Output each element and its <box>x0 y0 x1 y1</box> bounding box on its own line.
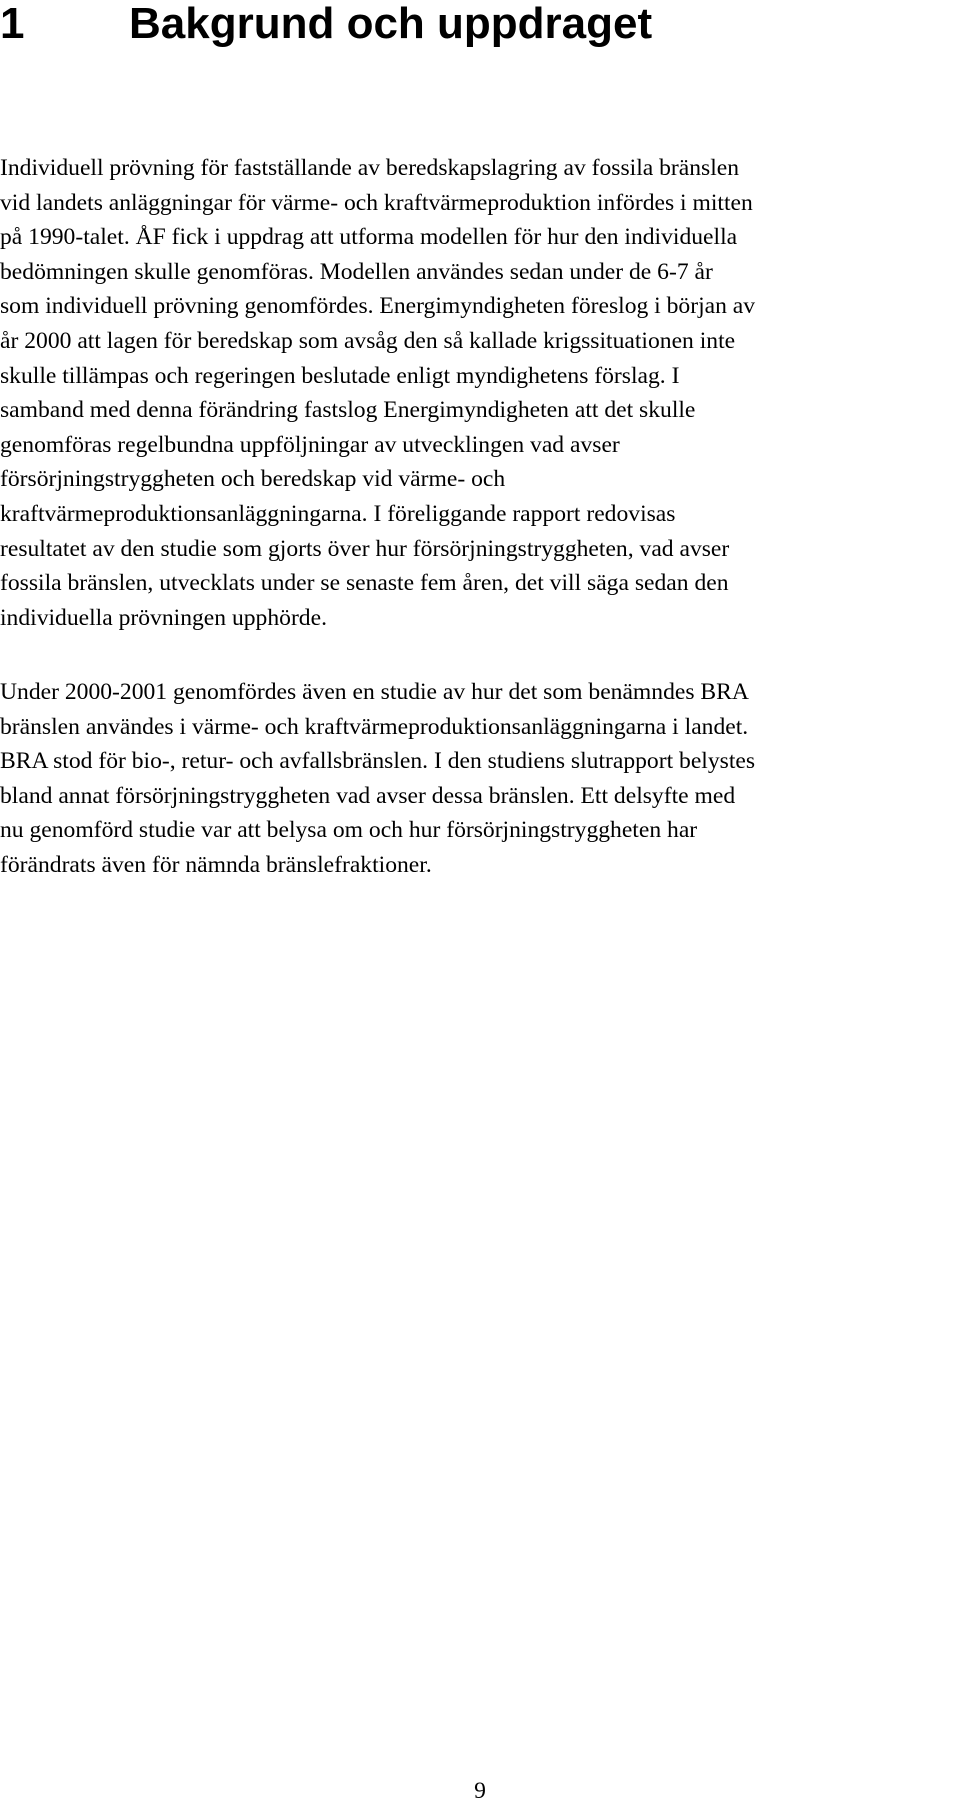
text-line: bedömningen skulle genomföras. Modellen användes sedan under de 6-7 år <box>0 258 713 285</box>
section-heading <box>0 0 652 48</box>
text-line: på 1990-talet. ÅF fick i uppdrag att utforma modellen för hur den individuella <box>0 224 738 251</box>
text-line: skulle tillämpas och regeringen beslutade enligt myndighetens förslag. I <box>0 362 680 389</box>
text-line: genomföras regelbundna uppföljningar av utvecklingen vad avser <box>0 431 620 458</box>
text-line: Under 2000-2001 genomfördes även en studie av hur det som benämndes BRA <box>0 679 749 705</box>
text-line: kraftvärmeproduktionsanläggningarna. I föreliggande rapport redovisas <box>0 500 676 527</box>
text-line: vid landets anläggningar för värme- och kraftvärmeproduktion infördes i mitten <box>0 189 753 216</box>
paragraph-background <box>0 151 960 635</box>
text-line: resultatet av den studie som gjorts över hur försörjningstryggheten, vad avser <box>0 535 730 562</box>
text-line: som individuell prövning genomfördes. Energimyndigheten föreslog i början av <box>0 293 756 320</box>
paragraph-bra-study <box>0 675 960 883</box>
text-line: samband med denna förändring fastslog Energimyndigheten att det skulle <box>0 397 696 424</box>
text-line: förändrats även för nämnda bränslefraktioner. <box>0 851 432 878</box>
text-line: individuella prövningen upphörde. <box>0 604 327 631</box>
text-line: bland annat försörjningstryggheten vad avser dessa bränslen. Ett delsyfte med <box>0 782 736 809</box>
text-line: Individuell prövning för fastställande av beredskapslagring av fossila bränslen <box>0 155 740 181</box>
section-number: 1 <box>0 0 25 48</box>
text-line: försörjningstryggheten och beredskap vid värme- och <box>0 466 506 493</box>
text-line: BRA stod för bio-, retur- och avfallsbränslen. I den studiens slutrapport belystes <box>0 748 756 775</box>
text-line: fossila bränslen, utvecklats under se senaste fem åren, det vill säga sedan den <box>0 570 729 597</box>
text-line: bränslen användes i värme- och kraftvärmeproduktionsanläggningarna i landet. <box>0 713 749 740</box>
text-line: nu genomförd studie var att belysa om och hur försörjningstryggheten har <box>0 817 698 844</box>
text-line: år 2000 att lagen för beredskap som avsåg den så kallade krigssituationen inte <box>0 327 736 354</box>
page-number: 9 <box>474 1778 486 1804</box>
section-title: Bakgrund och uppdraget <box>129 0 653 48</box>
